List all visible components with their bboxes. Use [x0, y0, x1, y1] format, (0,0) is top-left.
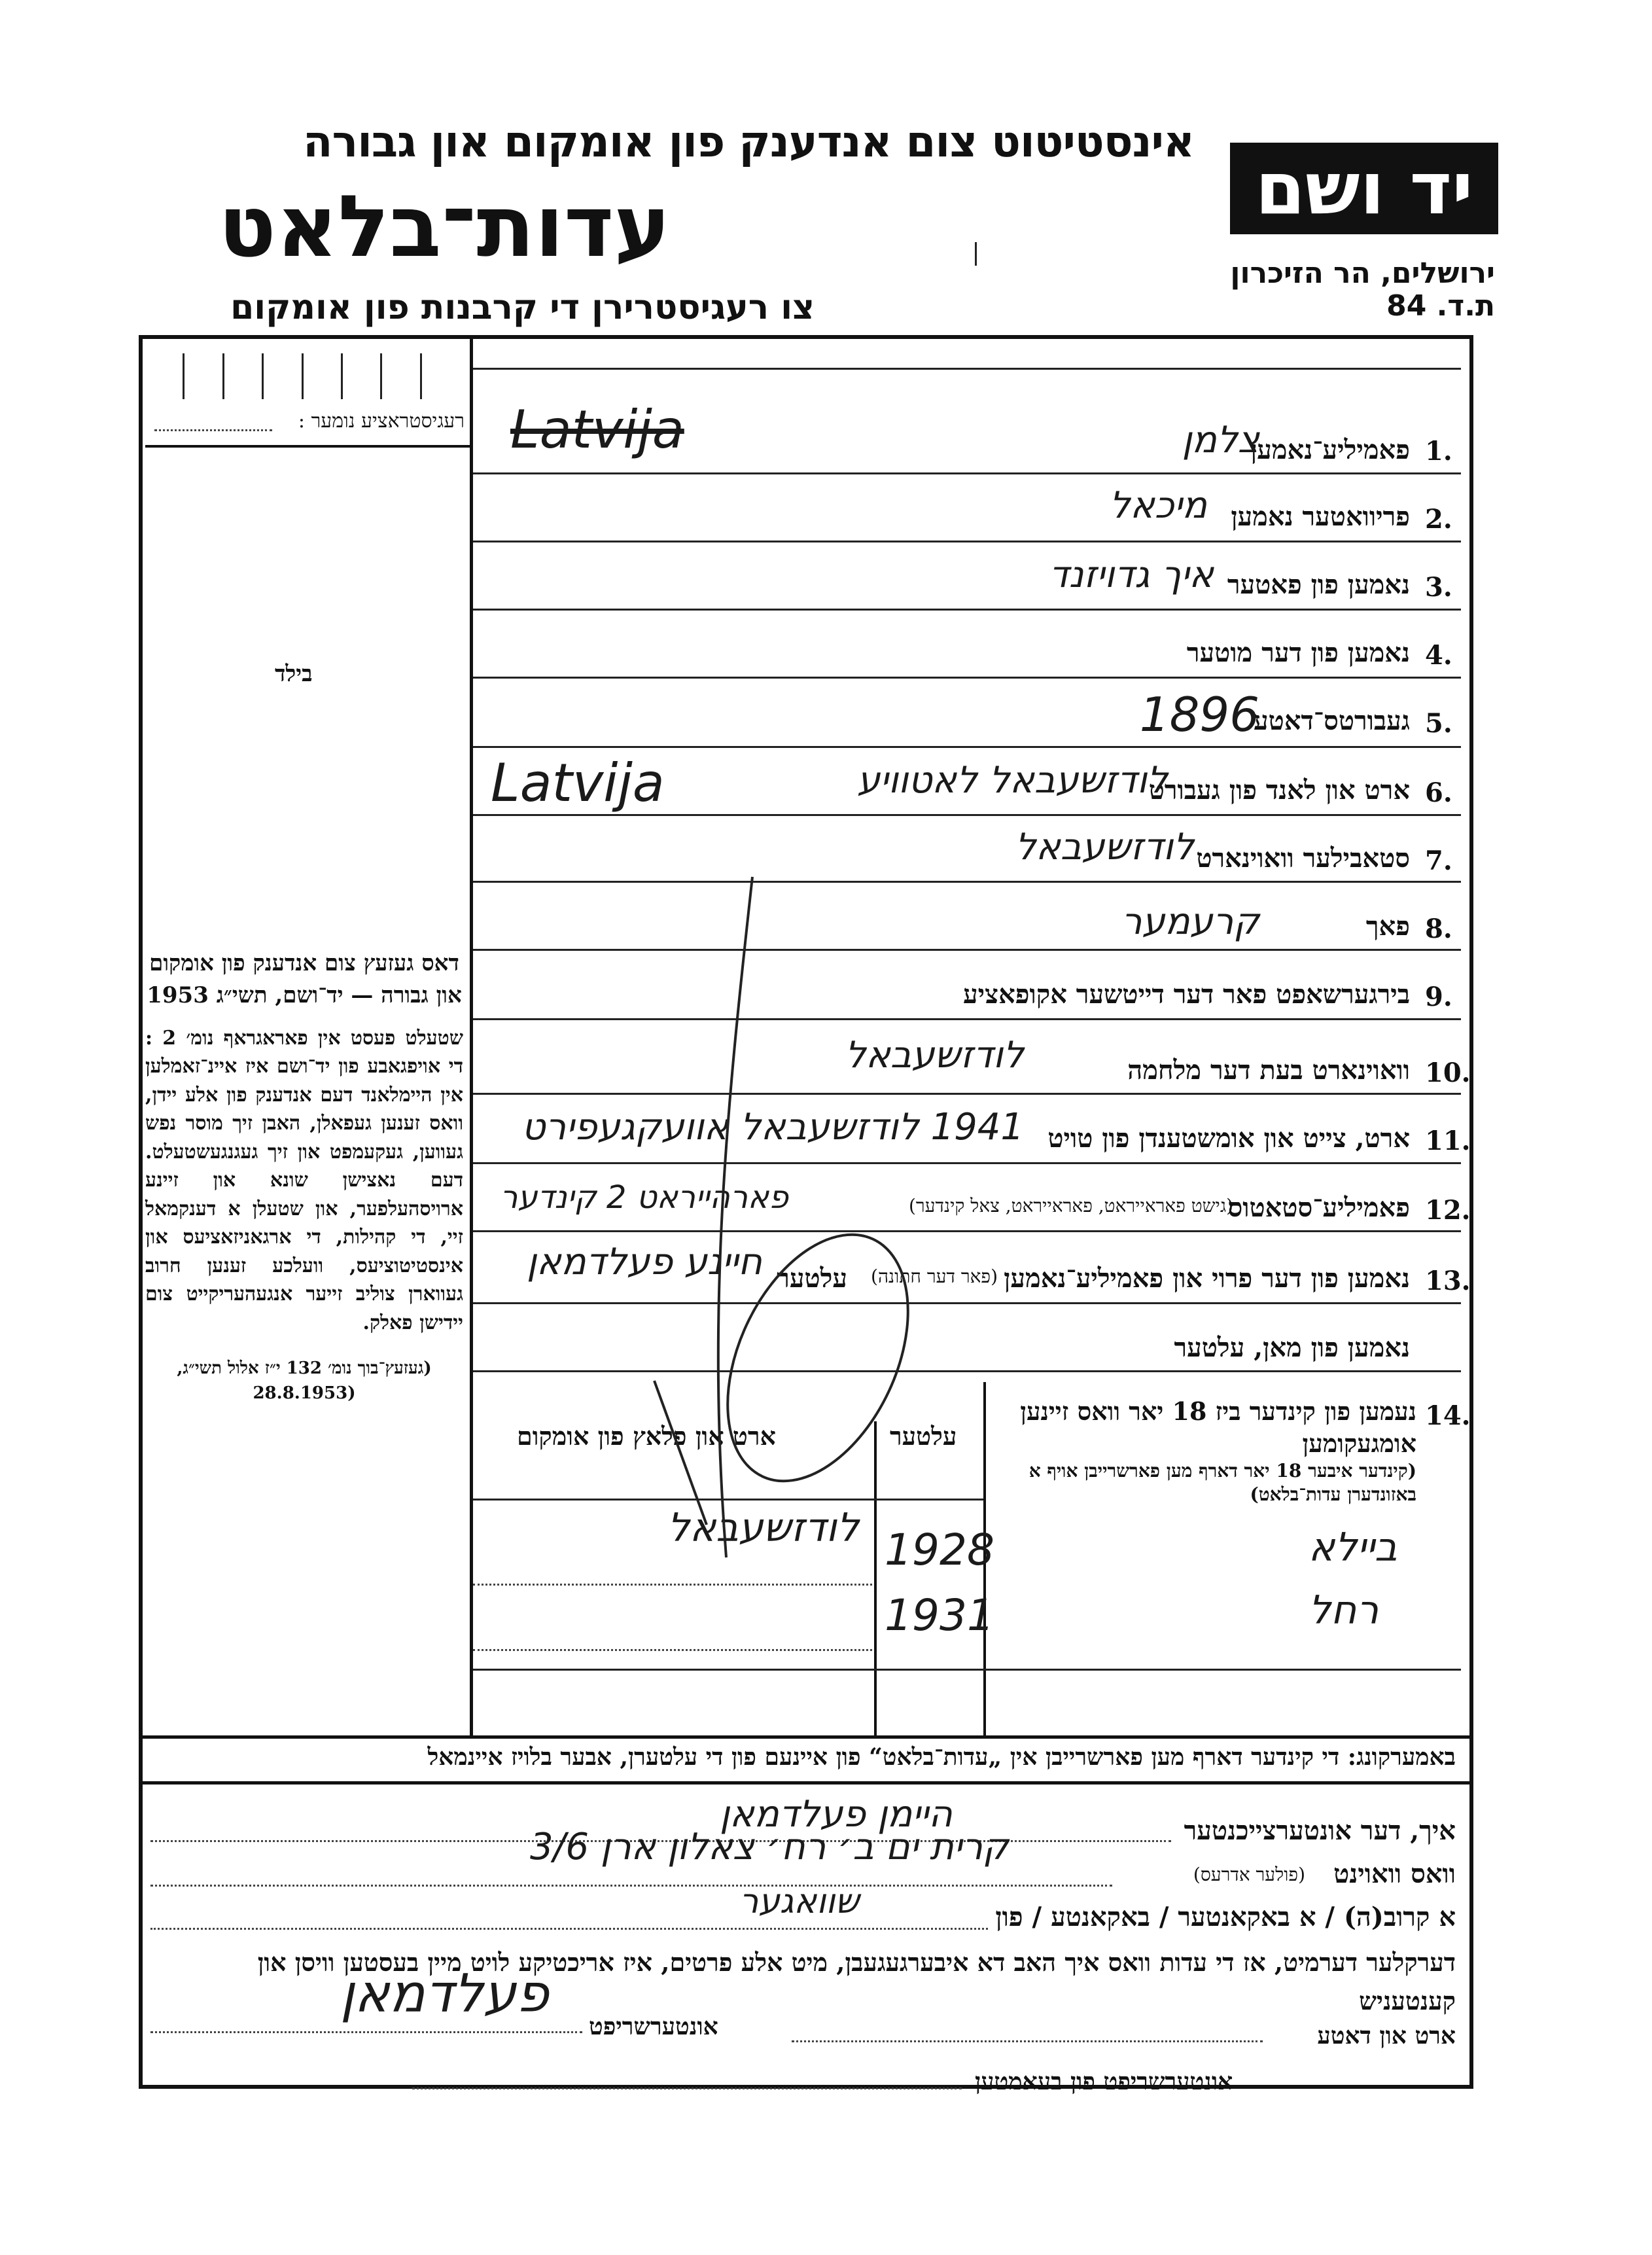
field-number: 4.: [1425, 640, 1452, 671]
remark-text: באמערקונג: די קינדער דארף מען פארשרייבן אין „עדות־בלאט“ פון איינעם פון די עלטערן, אבער בלויז איינמאל: [427, 1743, 1456, 1771]
children-heading: נעמען פון קינדער ביז 18 יאר וואס זיינען אומגעקומען: [1020, 1396, 1416, 1459]
children-col-divider-2: [874, 1421, 877, 1735]
field-number: 11.: [1425, 1126, 1471, 1156]
field-label-citizenship: בירגערשאפט פאר דער דייטשער אקופאציע: [963, 979, 1410, 1010]
rule: [473, 541, 1461, 542]
field-value-first-name[interactable]: מיכאל: [1109, 484, 1207, 527]
children-col-age: עלטער: [890, 1421, 957, 1451]
official-signature-label: אונטערשריפט פון בעאמטען: [975, 2068, 1233, 2095]
latvija-stamp: Latvija: [510, 399, 684, 460]
address-value[interactable]: קרית ים ב׳ רח׳ צאלון ארן 3/6: [530, 1826, 1009, 1868]
rule: [473, 677, 1461, 679]
law-body: שטעלט פעסט אין פאראגראף נומ׳ 2 : די אויפגאבע פון יד־ושם איז איינ־זאמלען אין היימלאנד דעם אנדענק פון אלע יידן, וואס זענען געפאלן, האבן זיך מוסר נפש געווען, געקעמפט און זיך געגנגעשטעלט. דעם נאצישן שונא און זיינע ארויסהעלפער, און שטעלן א דענקמאל זיי, די קהילות, די ארגאניזאציעס און אינסטיטוציעס, וועלכע זענען חרוב געווארן צוליב זייער אנגעהעריקייט צום יידישן פאלק.: [145, 1026, 463, 1334]
children-note: (קינדער איבער 18 יאר דארף מען פארשרייבן אויף א באזונדערן עדות־בלאט): [1028, 1460, 1416, 1506]
child-row-line: [473, 1584, 872, 1586]
address-note: (פולער אדרעס): [1193, 1864, 1305, 1885]
address-line-2: ת.ד. 84: [1386, 289, 1495, 323]
field-label-wife-name: נאמען פון דער פרוי און פאמיליע־נאמען: [1004, 1263, 1410, 1294]
field-value-father-name[interactable]: איך גדויזנד: [1049, 554, 1214, 596]
children-number: 14.: [1425, 1400, 1471, 1431]
field-number: 13.: [1425, 1266, 1471, 1296]
field-value-residence[interactable]: לודזשעבאל: [1015, 826, 1194, 868]
declarant-name-value[interactable]: היימן פעלדמאן: [720, 1793, 953, 1836]
field-note-family-status: (גישט פאראייראט, פאראייראט, צאל קינדער): [908, 1195, 1233, 1216]
law-heading: דאס געזעץ צום אנדענק פון אומקום און גבורה — יד־ושם, תשי״ג 1953: [147, 950, 462, 1009]
field-label-birth-place: ארט און לאנד פון געבורט: [1148, 775, 1410, 806]
registration-underline: [145, 445, 470, 448]
rule: [473, 1669, 1461, 1671]
rule: [473, 1499, 983, 1500]
rule: [473, 746, 1461, 748]
children-col-place: ארט און פלאץ פון אומקום: [517, 1421, 776, 1451]
relation-label: א קרוב(ה) / א באקאנטער / באקאנטע / פון: [995, 1902, 1456, 1932]
child-name[interactable]: רחל: [1309, 1588, 1379, 1633]
place-date-label: ארט און דאטע: [1317, 2022, 1456, 2050]
institute-name: אינסטיטוט צום אנדענק פון אומקום און גבורה: [303, 116, 1194, 167]
signature-label: אונטערשריפט: [589, 2013, 718, 2040]
field-number: 2.: [1425, 504, 1452, 535]
place-date-line[interactable]: [792, 2040, 1263, 2042]
field-number: 3.: [1425, 572, 1452, 603]
child-name[interactable]: ביילא: [1309, 1525, 1397, 1571]
registration-boxes: [145, 353, 459, 399]
registration-label: רעגיסטראציע נומער :: [298, 410, 465, 433]
field-label-wife-age: עלטער: [777, 1263, 847, 1294]
rule: [473, 1162, 1461, 1164]
rule: [473, 368, 1461, 370]
remark-bottom-rule: [139, 1781, 1473, 1784]
field-value-family-name[interactable]: צלמן: [1182, 419, 1259, 461]
field-value-wartime-residence[interactable]: לודזשעבאל: [845, 1034, 1024, 1076]
field-label-profession: פאך: [1365, 911, 1410, 942]
rule: [473, 472, 1461, 474]
field-label-residence: סטאבילער וואוינארט: [1196, 843, 1410, 874]
child-place[interactable]: לודזשעבאל: [667, 1505, 859, 1551]
field-label-birth-date: געבורטס־דאטע: [1254, 705, 1410, 736]
rule: [473, 1230, 1461, 1232]
child-age[interactable]: 1928: [885, 1525, 994, 1575]
photo-label: בילד: [275, 661, 313, 687]
field-number: 1.: [1425, 436, 1452, 467]
field-note-wife-name: (פאר דער חתונה): [871, 1266, 998, 1287]
relation-value[interactable]: שוואגער: [739, 1882, 860, 1921]
signature-line[interactable]: [150, 2031, 582, 2033]
child-age[interactable]: 1931: [885, 1590, 994, 1641]
rule: [473, 1370, 1461, 1372]
relation-line: [150, 1928, 988, 1930]
signature-value: פעלדמאן: [340, 1963, 549, 2024]
field-value-profession[interactable]: קרעמער: [1121, 900, 1259, 943]
field-label-wartime-residence: וואוינארט בעת דער מלחמה: [1127, 1055, 1410, 1086]
rule: [473, 609, 1461, 611]
field-label-husband-name: נאמען פון מאן, עלטער: [1174, 1332, 1410, 1363]
rule: [473, 1302, 1461, 1304]
rule: [473, 949, 1461, 951]
law-source: (געזעץ־בוך נומ׳ 132 י״ז אלול תשי״ג, (28.8.1953: [177, 1358, 432, 1403]
field-label-father-name: נאמען פון פאטער: [1227, 569, 1410, 600]
registration-number-field[interactable]: [154, 429, 272, 431]
child-row-line: [473, 1649, 872, 1651]
field-label-first-name: פריוואטער נאמען: [1231, 501, 1410, 532]
field-number: 9.: [1425, 982, 1452, 1012]
field-label-family-status: פאמיליע־סטאטוס: [1227, 1192, 1410, 1223]
field-value-wife-name[interactable]: חיינע פעלדמאן: [526, 1241, 762, 1283]
rule: [473, 881, 1461, 883]
field-value-birth-date[interactable]: 1896: [1139, 687, 1259, 742]
field-number: 7.: [1425, 845, 1452, 876]
field-number: 5.: [1425, 708, 1452, 739]
rule: [473, 814, 1461, 816]
field-number: 12.: [1425, 1195, 1471, 1226]
field-label-death-circumstances: ארט, צייט און אומשטענדן פון טויט: [1047, 1123, 1410, 1154]
address-line: [150, 1885, 1112, 1887]
field-value-family-status[interactable]: פארהייראט 2 קינדער: [500, 1179, 788, 1216]
rule: [473, 1093, 1461, 1095]
field-number: 6.: [1425, 777, 1452, 808]
declaration-text: דערקלער דערמיט, אז די עדות וואס איך האב דא איבערגעגעבן, מיט אלע פרטים, איז אריכטיקע לויט מיין בעסטען וויסן און קענטעניש: [257, 1947, 1456, 2015]
field-value-death-circumstances[interactable]: 1941 לודזשעבאל אוועקגעפירט: [521, 1106, 1024, 1148]
field-label-mother-name: נאמען פון דער מוטער: [1186, 637, 1410, 668]
logo-text: יד ושם: [1255, 147, 1473, 230]
field-label-family-name: פאמיליע־נאמען: [1250, 435, 1410, 465]
remark-top-rule: [139, 1735, 1473, 1739]
field-value-birth-place-stamp: Latvija: [491, 753, 665, 813]
address-label: וואס וואוינט: [1333, 1858, 1456, 1889]
law-text-block: [145, 948, 463, 1406]
field-number: 8.: [1425, 914, 1452, 944]
form-title: עדות־בלאט: [218, 177, 671, 276]
declarant-label: איך, דער אונטערצייכנטער: [1184, 1815, 1456, 1846]
header-tick: [975, 242, 977, 266]
address-line-1: ירושלים, הר הזיכרון: [1230, 257, 1495, 290]
sidebar-divider: [470, 335, 473, 1735]
official-signature-line[interactable]: [412, 2087, 962, 2089]
field-value-birth-place[interactable]: לודזשעבאל לאטוויע: [857, 759, 1168, 802]
yad-vashem-logo: [1230, 143, 1498, 234]
rule: [473, 1018, 1461, 1020]
form-subtitle: צו רעגיסטרירן די קרבנות פון אומקום: [230, 288, 815, 327]
field-number: 10.: [1425, 1057, 1471, 1088]
